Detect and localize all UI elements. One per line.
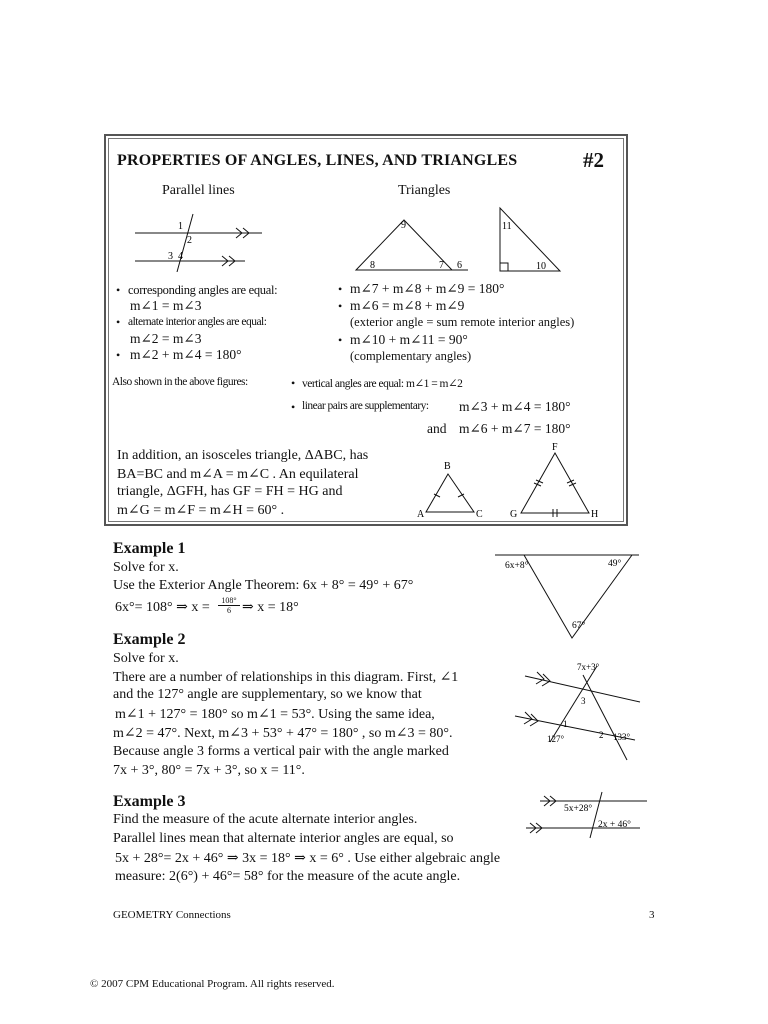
linear-pairs-text: linear pairs are supplementary: (302, 400, 429, 412)
angle-label-10: 10 (536, 261, 546, 272)
label-127-degrees: 127° (547, 734, 565, 744)
bullet-icon: • (291, 376, 296, 390)
fraction-numerator: 108° (221, 596, 237, 605)
alternate-interior-angles-text: alternate interior angles are equal: (128, 316, 267, 328)
example-2-line-7: 7x + 3°, 80° = 7x + 3°, so x = 11°. (113, 763, 305, 778)
example-1-figure (492, 550, 642, 645)
angle-label-2: 2 (187, 235, 192, 246)
equilateral-triangle-shape (521, 453, 589, 513)
label-49-degrees: 49° (608, 559, 622, 569)
label-7x-plus-3: 7x+3° (577, 662, 600, 672)
right-angle-mark-icon (500, 263, 508, 271)
right-triangle-figure (490, 205, 570, 275)
example-3-line-1: Find the measure of the acute alternate interior angles. (113, 812, 418, 827)
alternate-interior-angles-equation: m∠2 = m∠3 (130, 331, 202, 346)
bullet-icon: • (116, 315, 121, 329)
corresponding-angles-equation: m∠1 = m∠3 (130, 298, 202, 313)
bullet-icon: • (338, 299, 343, 313)
complementary-equation: m∠10 + m∠11 = 90° (350, 332, 468, 347)
bullet-icon: • (338, 333, 343, 347)
parallel-lines-figure (130, 212, 270, 272)
page-title: PROPERTIES OF ANGLES, LINES, AND TRIANGLES (117, 152, 518, 169)
triangle-exterior-angle-figure (340, 212, 480, 272)
bullet-icon: • (116, 283, 121, 297)
example-2-line-2: There are a number of relationships in this diagram. First, ∠1 (113, 670, 459, 685)
exterior-angle-note: (exterior angle = sum remote interior angles) (350, 315, 575, 329)
parallel-lines-heading: Parallel lines (162, 183, 235, 198)
page-number: 3 (649, 909, 655, 921)
vertex-label-c: C (476, 509, 483, 520)
label-2x-plus-46: 2x + 46° (598, 820, 631, 830)
triangle-sum-equation: m∠7 + m∠8 + m∠9 = 180° (350, 281, 505, 296)
example-1-line-1: Solve for x. (113, 560, 179, 575)
example-3-line-2: Parallel lines mean that alternate interior angles are equal, so (113, 831, 454, 846)
label-67-degrees: 67° (572, 621, 586, 631)
vertex-label-b: B (444, 461, 451, 472)
example-3-heading: Example 3 (113, 793, 186, 810)
angle-label-6: 6 (457, 260, 462, 271)
label-5x-plus-28: 5x+28° (564, 804, 593, 814)
example-1-equation-a: 6x°= 108° ⇒ x = (115, 600, 210, 615)
example-2-line-5: m∠2 = 47°. Next, m∠3 + 53° + 47° = 180° , so m∠3 = 80°. (113, 726, 453, 741)
vertex-label-a: A (417, 509, 425, 520)
exterior-angle-equation: m∠6 = m∠8 + m∠9 (350, 298, 465, 313)
also-shown-lead: Also shown in the above figures: (112, 376, 248, 388)
example-3-line-4: measure: 2(6°) + 46°= 58° for the measure of the acute angle. (115, 869, 461, 884)
triangles-heading: Triangles (398, 183, 451, 198)
vertex-label-h: H (591, 509, 599, 520)
angle-label-11: 11 (502, 221, 512, 232)
bullet-icon: • (338, 282, 343, 296)
isosceles-line-4: m∠G = m∠F = m∠H = 60° . (117, 503, 285, 518)
fraction-denominator: 6 (218, 605, 240, 615)
copyright-notice: © 2007 CPM Educational Program. All rights reserved. (90, 978, 335, 990)
section-number: #2 (583, 148, 604, 172)
example-3-line-3: 5x + 28°= 2x + 46° ⇒ 3x = 18° ⇒ x = 6° . Use either algebraic angle (115, 851, 501, 866)
linear-pair-equation-1: m∠3 + m∠4 = 180° (459, 399, 571, 414)
example-2-line-6: Because angle 3 forms a vertical pair with the angle marked (113, 744, 449, 759)
equilateral-triangle-figure (505, 440, 605, 524)
transversal-line (590, 792, 602, 838)
label-6x-plus-8: 6x+8° (505, 561, 529, 571)
angle-label-9: 9 (401, 220, 406, 231)
angle-label-8: 8 (370, 260, 375, 271)
vertex-label-g: G (510, 509, 518, 520)
angle-label-2: 2 (599, 730, 604, 740)
corresponding-angles-text: corresponding angles are equal: (128, 283, 278, 297)
angle-label-3: 3 (581, 696, 586, 706)
transversal-right (583, 675, 627, 760)
linear-pair-equation-2: m∠6 + m∠7 = 180° (459, 421, 571, 436)
example-2-line-3: and the 127° angle are supplementary, so we know that (113, 687, 422, 702)
isosceles-line-2: BA=BC and m∠A = m∠C . An equilateral (117, 467, 359, 482)
angle-label-1: 1 (563, 719, 568, 729)
example-1-fraction (218, 596, 240, 615)
isosceles-triangle-figure (412, 457, 492, 523)
angle-label-1: 1 (178, 221, 183, 232)
footer-book-title: GEOMETRY Connections (113, 909, 231, 921)
example-1-line-2: Use the Exterior Angle Theorem: 6x + 8° = 49° + 67° (113, 578, 414, 593)
angle-label-4: 4 (178, 251, 183, 262)
and-word: and (427, 421, 447, 436)
example-1-equation-b: ⇒ x = 18° (242, 600, 299, 615)
bullet-icon: • (291, 400, 296, 414)
vertex-label-f: F (552, 442, 558, 453)
label-133-degrees: 133° (613, 732, 631, 742)
example-2-line-4: m∠1 + 127° = 180° so m∠1 = 53°. Using the same idea, (115, 707, 435, 722)
linear-pair-equation: m∠2 + m∠4 = 180° (130, 347, 242, 362)
angle-label-7: 7 (439, 260, 444, 271)
isosceles-line-3: triangle, ΔGFH, has GF = FH = HG and (117, 484, 343, 499)
isosceles-triangle-shape (426, 474, 474, 512)
right-triangle-shape (500, 208, 560, 271)
bullet-icon: • (116, 348, 121, 362)
vertical-angles-text: vertical angles are equal: m∠1 = m∠2 (302, 378, 463, 390)
example-2-heading: Example 2 (113, 631, 186, 648)
isosceles-line-1: In addition, an isosceles triangle, ΔABC, has (117, 448, 369, 463)
angle-label-3: 3 (168, 251, 173, 262)
example-2-figure (505, 660, 645, 770)
example-1-heading: Example 1 (113, 540, 186, 557)
example-2-line-1: Solve for x. (113, 651, 179, 666)
complementary-note: (complementary angles) (350, 349, 472, 363)
example-3-figure (522, 790, 652, 840)
